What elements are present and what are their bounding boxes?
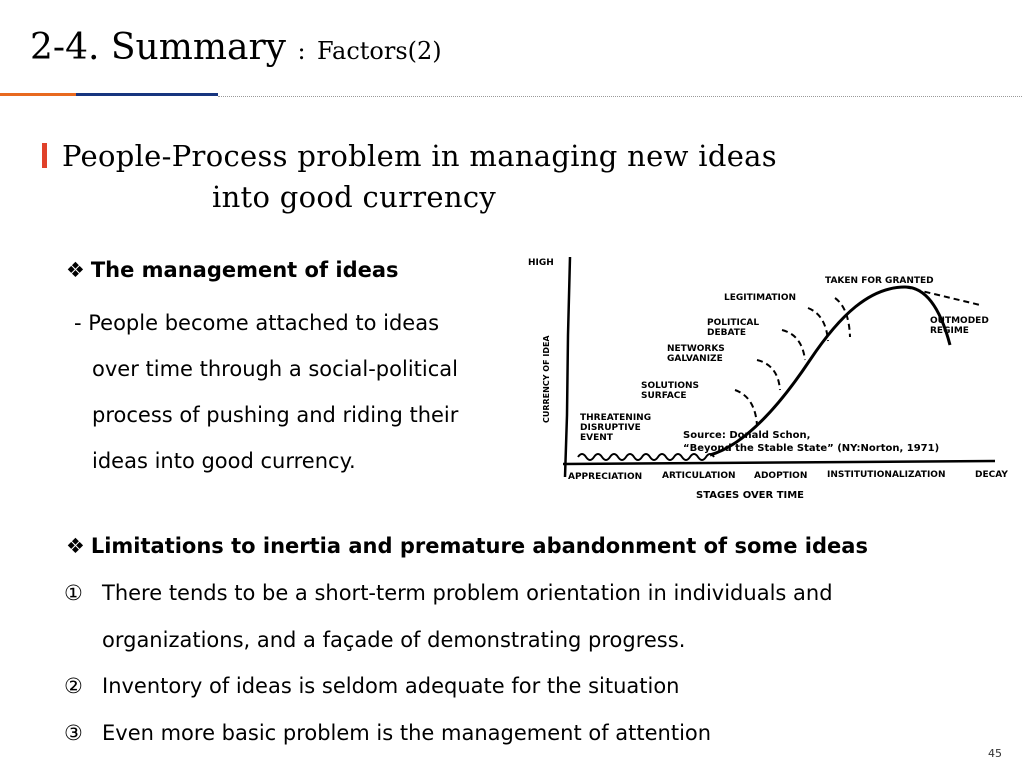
section1-title xyxy=(66,258,399,282)
list-item xyxy=(64,663,833,710)
x-stage-appreciation: APPRECIATION xyxy=(568,472,643,482)
x-stage-adoption: ADOPTION xyxy=(754,471,808,481)
x-stage-articulation: ARTICULATION xyxy=(662,471,736,481)
list-item xyxy=(64,710,833,757)
item-number: ② xyxy=(64,674,83,698)
page-number: 45 xyxy=(988,747,1002,760)
diamond-bullet-icon: ❖ xyxy=(66,258,85,282)
label-taken-for-granted: TAKEN FOR GRANTED xyxy=(825,276,934,286)
list-item xyxy=(64,570,833,663)
label-solutions: SOLUTIONS SURFACE xyxy=(641,381,700,401)
item-text-continued: organizations, and a façade of demonstrating progress. xyxy=(102,627,686,652)
title-subtitle: Factors(2) xyxy=(317,37,442,65)
heading-accent-bar xyxy=(42,143,47,168)
section2-title xyxy=(66,534,868,558)
section-heading xyxy=(62,136,777,218)
item-number: ① xyxy=(64,581,83,605)
label-threatening: THREATENING DISRUPTIVE EVENT xyxy=(580,413,652,443)
section1-line-2: over time through a social-political xyxy=(92,357,458,381)
diamond-bullet-icon: ❖ xyxy=(66,534,85,558)
header-rule-orange xyxy=(0,93,76,96)
label-political: POLITICAL DEBATE xyxy=(707,318,760,338)
item-text: There tends to be a short-term problem orientation in individuals and xyxy=(102,581,833,605)
label-legitimation: LEGITIMATION xyxy=(724,293,796,303)
section1-title-text: The management of ideas xyxy=(90,258,399,282)
header-rule-dotted xyxy=(218,96,1022,97)
x-axis-label: STAGES OVER TIME xyxy=(696,490,805,501)
header-rule-blue xyxy=(76,93,218,96)
y-axis-label: CURRENCY OF IDEA xyxy=(542,335,551,423)
drop-lines xyxy=(735,287,980,425)
x-axis-line xyxy=(563,461,995,464)
item-text: Inventory of ideas is seldom adequate for the situation xyxy=(102,674,680,698)
y-axis-line xyxy=(565,257,570,477)
limitations-list xyxy=(64,570,833,756)
x-stage-decay: DECAY xyxy=(975,470,1008,480)
title-separator: : xyxy=(297,37,306,65)
y-axis-top-label: HIGH xyxy=(528,258,554,268)
item-number: ③ xyxy=(64,720,83,745)
label-networks: NETWORKS GALVANIZE xyxy=(667,344,725,364)
item-text: Even more basic problem is the management of attention xyxy=(102,720,712,745)
section1-line-1: - People become attached to ideas xyxy=(74,311,440,335)
x-stage-institutionalization: INSTITUTIONALIZATION xyxy=(827,470,946,480)
figure-source: Source: Donald Schon, “Beyond the Stable State” (NY:Norton, 1971) xyxy=(683,430,940,454)
idea-currency-figure xyxy=(520,245,1020,510)
label-outmoded: OUTMODED REGIME xyxy=(930,316,989,336)
heading-line-1: People-Process problem in managing new ideas xyxy=(62,139,777,173)
section2-title-text: Limitations to inertia and premature abandonment of some ideas xyxy=(90,534,868,558)
slide-title xyxy=(30,26,442,73)
section1-line-4: ideas into good currency. xyxy=(92,449,356,473)
title-main: 2-4. Summary xyxy=(30,27,286,68)
baseline-wave xyxy=(578,454,714,460)
section1-line-3: process of pushing and riding their xyxy=(92,403,459,427)
heading-line-2: into good currency xyxy=(212,180,497,214)
section1-paragraph xyxy=(74,300,458,484)
